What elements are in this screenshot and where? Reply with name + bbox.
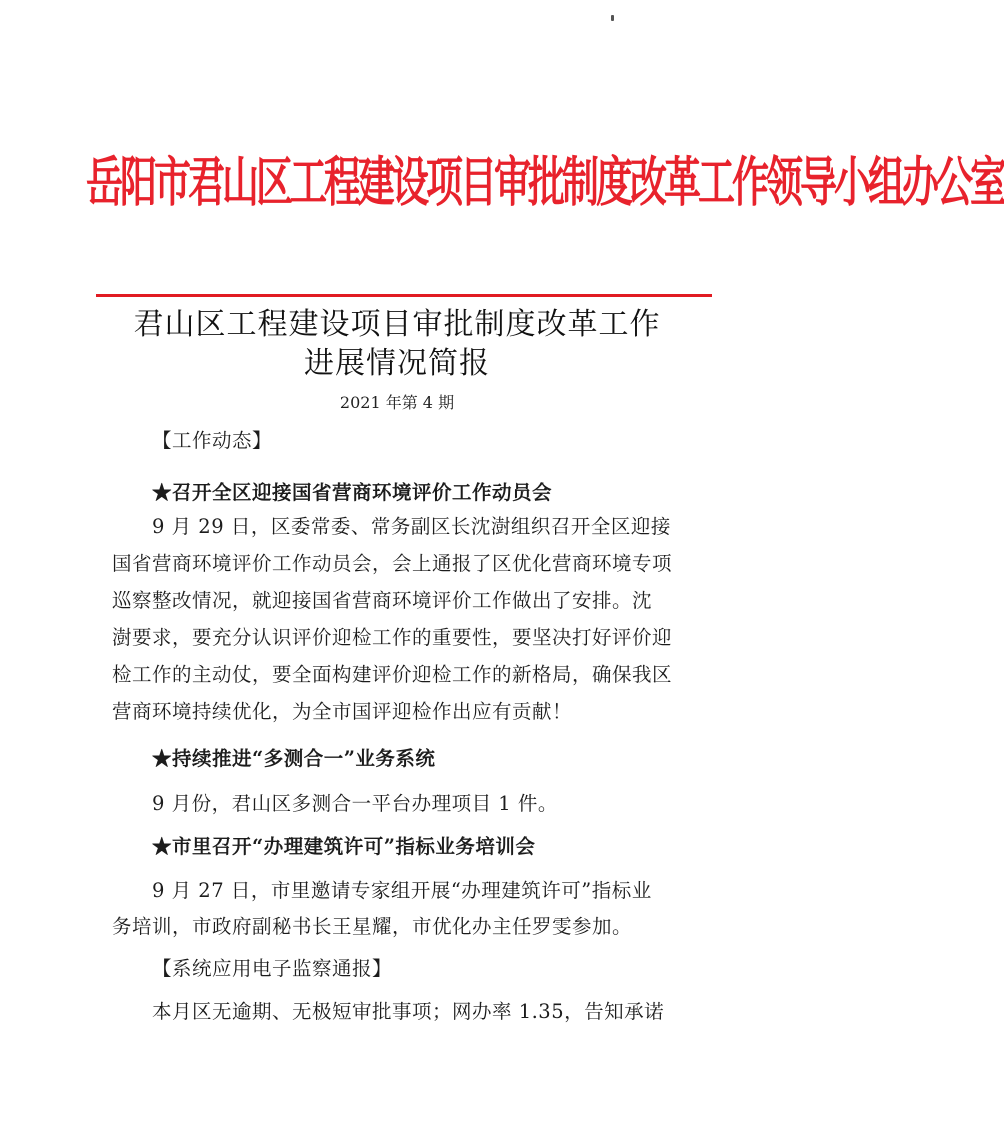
item-heading-3: ★市里召开“办理建筑许可”指标业务培训会 <box>152 835 536 858</box>
paragraph-line: 务培训，市政府副秘书长王星耀，市优化办主任罗雯参加。 <box>112 915 633 938</box>
paragraph-line: 检工作的主动仗，要全面构建评价迎检工作的新格局，确保我区 <box>112 663 673 686</box>
masthead-title: 岳阳市君山区工程建设项目审批制度改革工作领导小组办公室 <box>86 151 1004 214</box>
item-heading-1: ★召开全区迎接国省营商环境评价工作动员会 <box>152 481 553 504</box>
paragraph-line: 9 月 27 日，市里邀请专家组开展“办理建筑许可”指标业 <box>152 879 652 902</box>
red-divider-line <box>96 294 712 297</box>
issue-number: 2021 年第 4 期 <box>339 393 455 412</box>
bulletin-title-line-2: 进展情况简报 <box>304 346 490 381</box>
bulletin-title-line-1: 君山区工程建设项目审批制度改革工作 <box>133 307 661 342</box>
paragraph-line: 营商环境持续优化，为全市国评迎检作出应有贡献！ <box>112 700 573 723</box>
paragraph-line: 巡察整改情况，就迎接国省营商环境评价工作做出了安排。沈 <box>112 589 653 612</box>
section-heading-work: 【工作动态】 <box>152 429 273 452</box>
paragraph-line: 9 月份，君山区多测合一平台办理项目 1 件。 <box>152 792 558 815</box>
paragraph-line: 国省营商环境评价工作动员会，会上通报了区优化营商环境专项 <box>112 552 673 575</box>
paragraph-line: 9 月 29 日，区委常委、常务副区长沈澍组织召开全区迎接 <box>152 515 671 538</box>
scan-mark <box>611 15 614 21</box>
paragraph-line: 澍要求，要充分认识评价迎检工作的重要性，要坚决打好评价迎 <box>112 626 673 649</box>
paragraph-line: 本月区无逾期、无极短审批事项；网办率 1.35，告知承诺 <box>152 1000 665 1023</box>
section-heading-system: 【系统应用电子监察通报】 <box>152 957 393 980</box>
item-heading-2: ★持续推进“多测合一”业务系统 <box>152 747 436 770</box>
